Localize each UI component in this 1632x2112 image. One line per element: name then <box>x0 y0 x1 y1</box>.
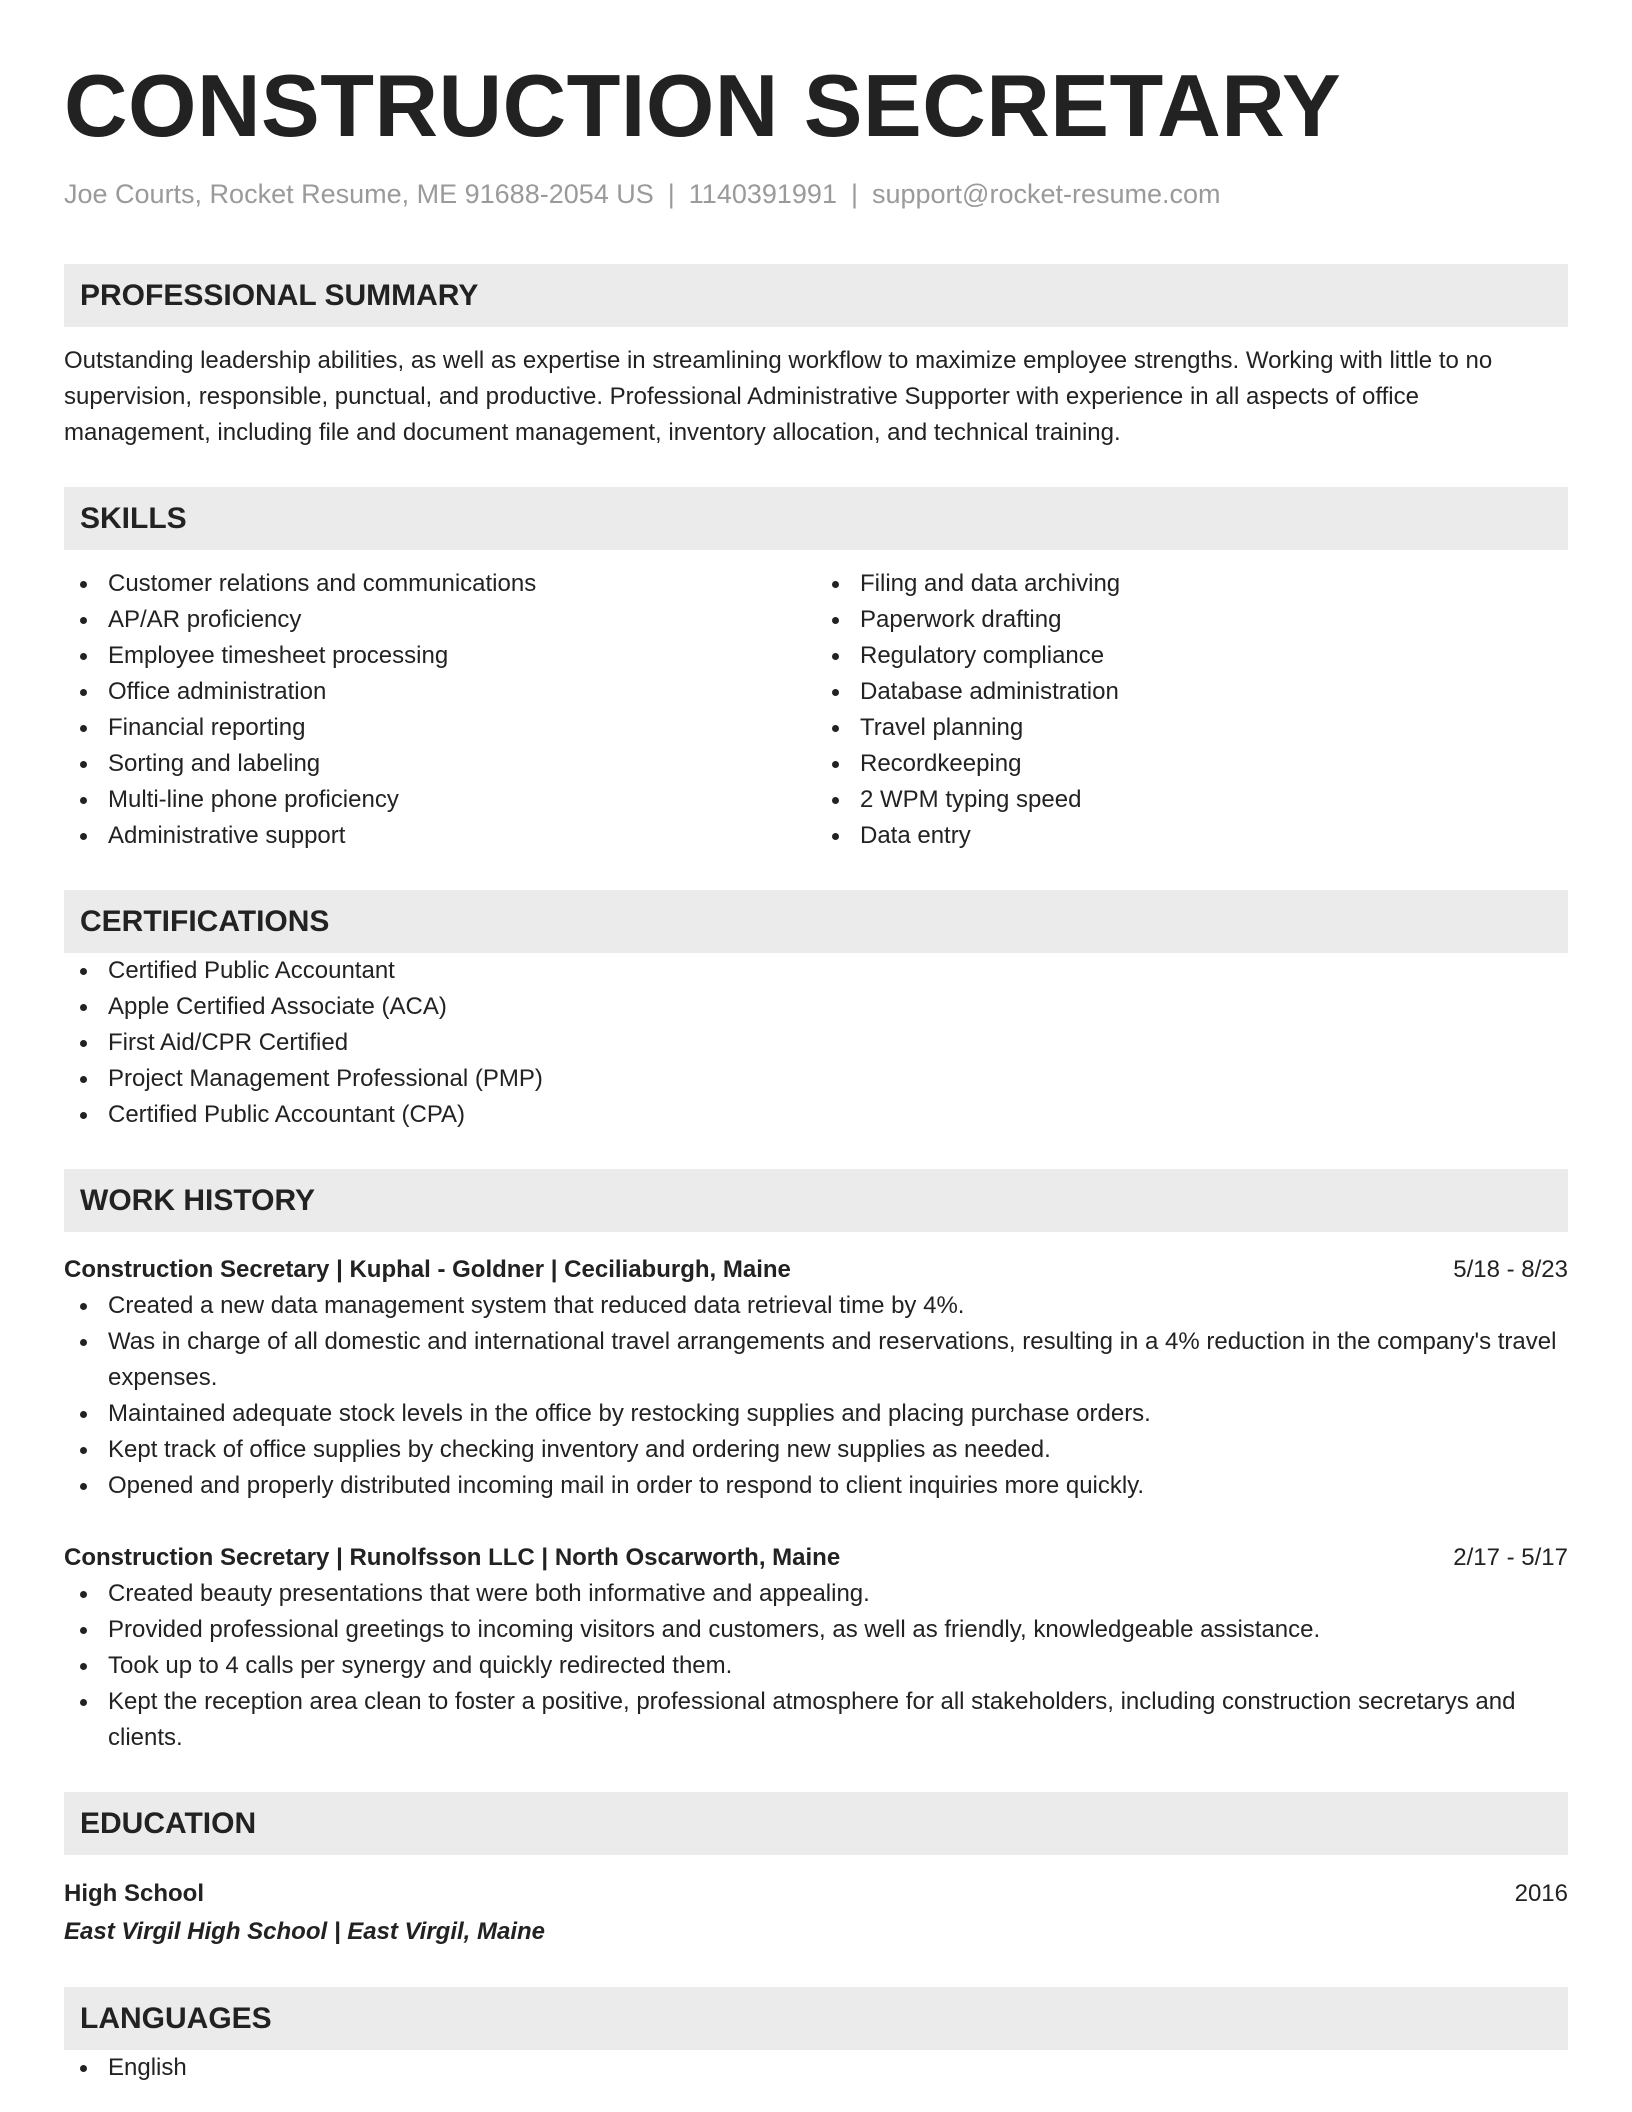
education-school: East Virgil High School | East Virgil, Maine <box>64 1918 546 1945</box>
skill-item: Administrative support <box>64 818 816 854</box>
job-bullet: Provided professional greetings to incoming visitors and customers, as well as friendly, knowledgeable assistance. <box>64 1612 1568 1648</box>
skill-item: Sorting and labeling <box>64 746 816 782</box>
skill-item: Regulatory compliance <box>816 638 1568 674</box>
skill-item: Data entry <box>816 818 1568 854</box>
language-item: English <box>64 2050 1568 2086</box>
job-bullet: Created a new data management system that reduced data retrieval time by 4%. <box>64 1288 1568 1324</box>
skill-item: Paperwork drafting <box>816 602 1568 638</box>
job-bullet: Took up to 4 calls per synergy and quickly redirected them. <box>64 1648 1568 1684</box>
skill-item: Financial reporting <box>64 710 816 746</box>
certification-item: Certified Public Accountant <box>64 953 1568 989</box>
job-header <box>64 1252 1568 1288</box>
certifications-list <box>64 953 1568 1133</box>
skill-item: Recordkeeping <box>816 746 1568 782</box>
job-bullet: Was in charge of all domestic and international travel arrangements and reservations, resulting in a 4% reduction in the company's travel expenses. <box>64 1324 1568 1396</box>
skill-item: Customer relations and communications <box>64 566 816 602</box>
education-entry <box>64 1875 1568 1951</box>
job-bullet: Kept the reception area clean to foster a positive, professional atmosphere for all stakeholders, including construction secretarys and clients. <box>64 1684 1568 1756</box>
job-bullet: Created beauty presentations that were both informative and appealing. <box>64 1576 1568 1612</box>
job-entry <box>64 1252 1568 1504</box>
skill-item: Database administration <box>816 674 1568 710</box>
summary-text: Outstanding leadership abilities, as well as expertise in streamlining workflow to maximize employee strengths. Working with little to no supervision, responsible, punctual, and productive. Professional Administrative Supporter with experience in all aspects of office management, including file and document management, inventory allocation, and technical training. <box>64 347 1493 446</box>
certification-item: Certified Public Accountant (CPA) <box>64 1097 1568 1133</box>
skills-heading: SKILLS <box>64 487 1568 550</box>
certification-item: Apple Certified Associate (ACA) <box>64 989 1568 1025</box>
skill-item: Multi-line phone proficiency <box>64 782 816 818</box>
work-history-heading: WORK HISTORY <box>64 1169 1568 1232</box>
job-bullets <box>64 1576 1568 1756</box>
skill-item: Employee timesheet processing <box>64 638 816 674</box>
contact-address: Joe Courts, Rocket Resume, ME 91688-2054 US <box>64 179 654 209</box>
contact-email[interactable]: support@rocket-resume.com <box>871 179 1221 209</box>
skill-item: AP/AR proficiency <box>64 602 816 638</box>
languages-list <box>64 2050 1568 2086</box>
job-title: Construction Secretary | Kuphal - Goldner | Ceciliaburgh, Maine <box>64 1256 791 1283</box>
skills-column-left <box>64 566 816 854</box>
job-header <box>64 1540 1568 1576</box>
skill-item: Office administration <box>64 674 816 710</box>
education-heading: EDUCATION <box>64 1792 1568 1855</box>
education-header <box>64 1875 1568 1913</box>
certifications-heading: CERTIFICATIONS <box>64 890 1568 953</box>
certification-item: First Aid/CPR Certified <box>64 1025 1568 1061</box>
certification-item: Project Management Professional (PMP) <box>64 1061 1568 1097</box>
skill-item: Filing and data archiving <box>816 566 1568 602</box>
job-entry <box>64 1540 1568 1756</box>
education-degree: High School <box>64 1880 204 1907</box>
skill-item: Travel planning <box>816 710 1568 746</box>
job-bullets <box>64 1288 1568 1504</box>
contact-line <box>64 176 1568 212</box>
resume-title: CONSTRUCTION SECRETARY <box>64 56 1342 155</box>
job-dates: 2/17 - 5/17 <box>1453 1544 1568 1571</box>
job-bullet: Maintained adequate stock levels in the office by restocking supplies and placing purchase orders. <box>64 1396 1568 1432</box>
contact-separator: | <box>850 179 858 209</box>
job-dates: 5/18 - 8/23 <box>1453 1256 1568 1283</box>
skills-column-right <box>816 566 1568 854</box>
contact-separator: | <box>667 179 675 209</box>
job-bullet: Opened and properly distributed incoming mail in order to respond to client inquiries more quickly. <box>64 1468 1568 1504</box>
education-year: 2016 <box>1514 1880 1568 1907</box>
contact-phone: 1140391991 <box>688 179 837 209</box>
languages-heading: LANGUAGES <box>64 1987 1568 2050</box>
skill-item: 2 WPM typing speed <box>816 782 1568 818</box>
skills-list <box>64 566 1568 854</box>
job-title: Construction Secretary | Runolfsson LLC | North Oscarworth, Maine <box>64 1544 841 1571</box>
job-bullet: Kept track of office supplies by checking inventory and ordering new supplies as needed. <box>64 1432 1568 1468</box>
summary-heading: PROFESSIONAL SUMMARY <box>64 264 1568 327</box>
